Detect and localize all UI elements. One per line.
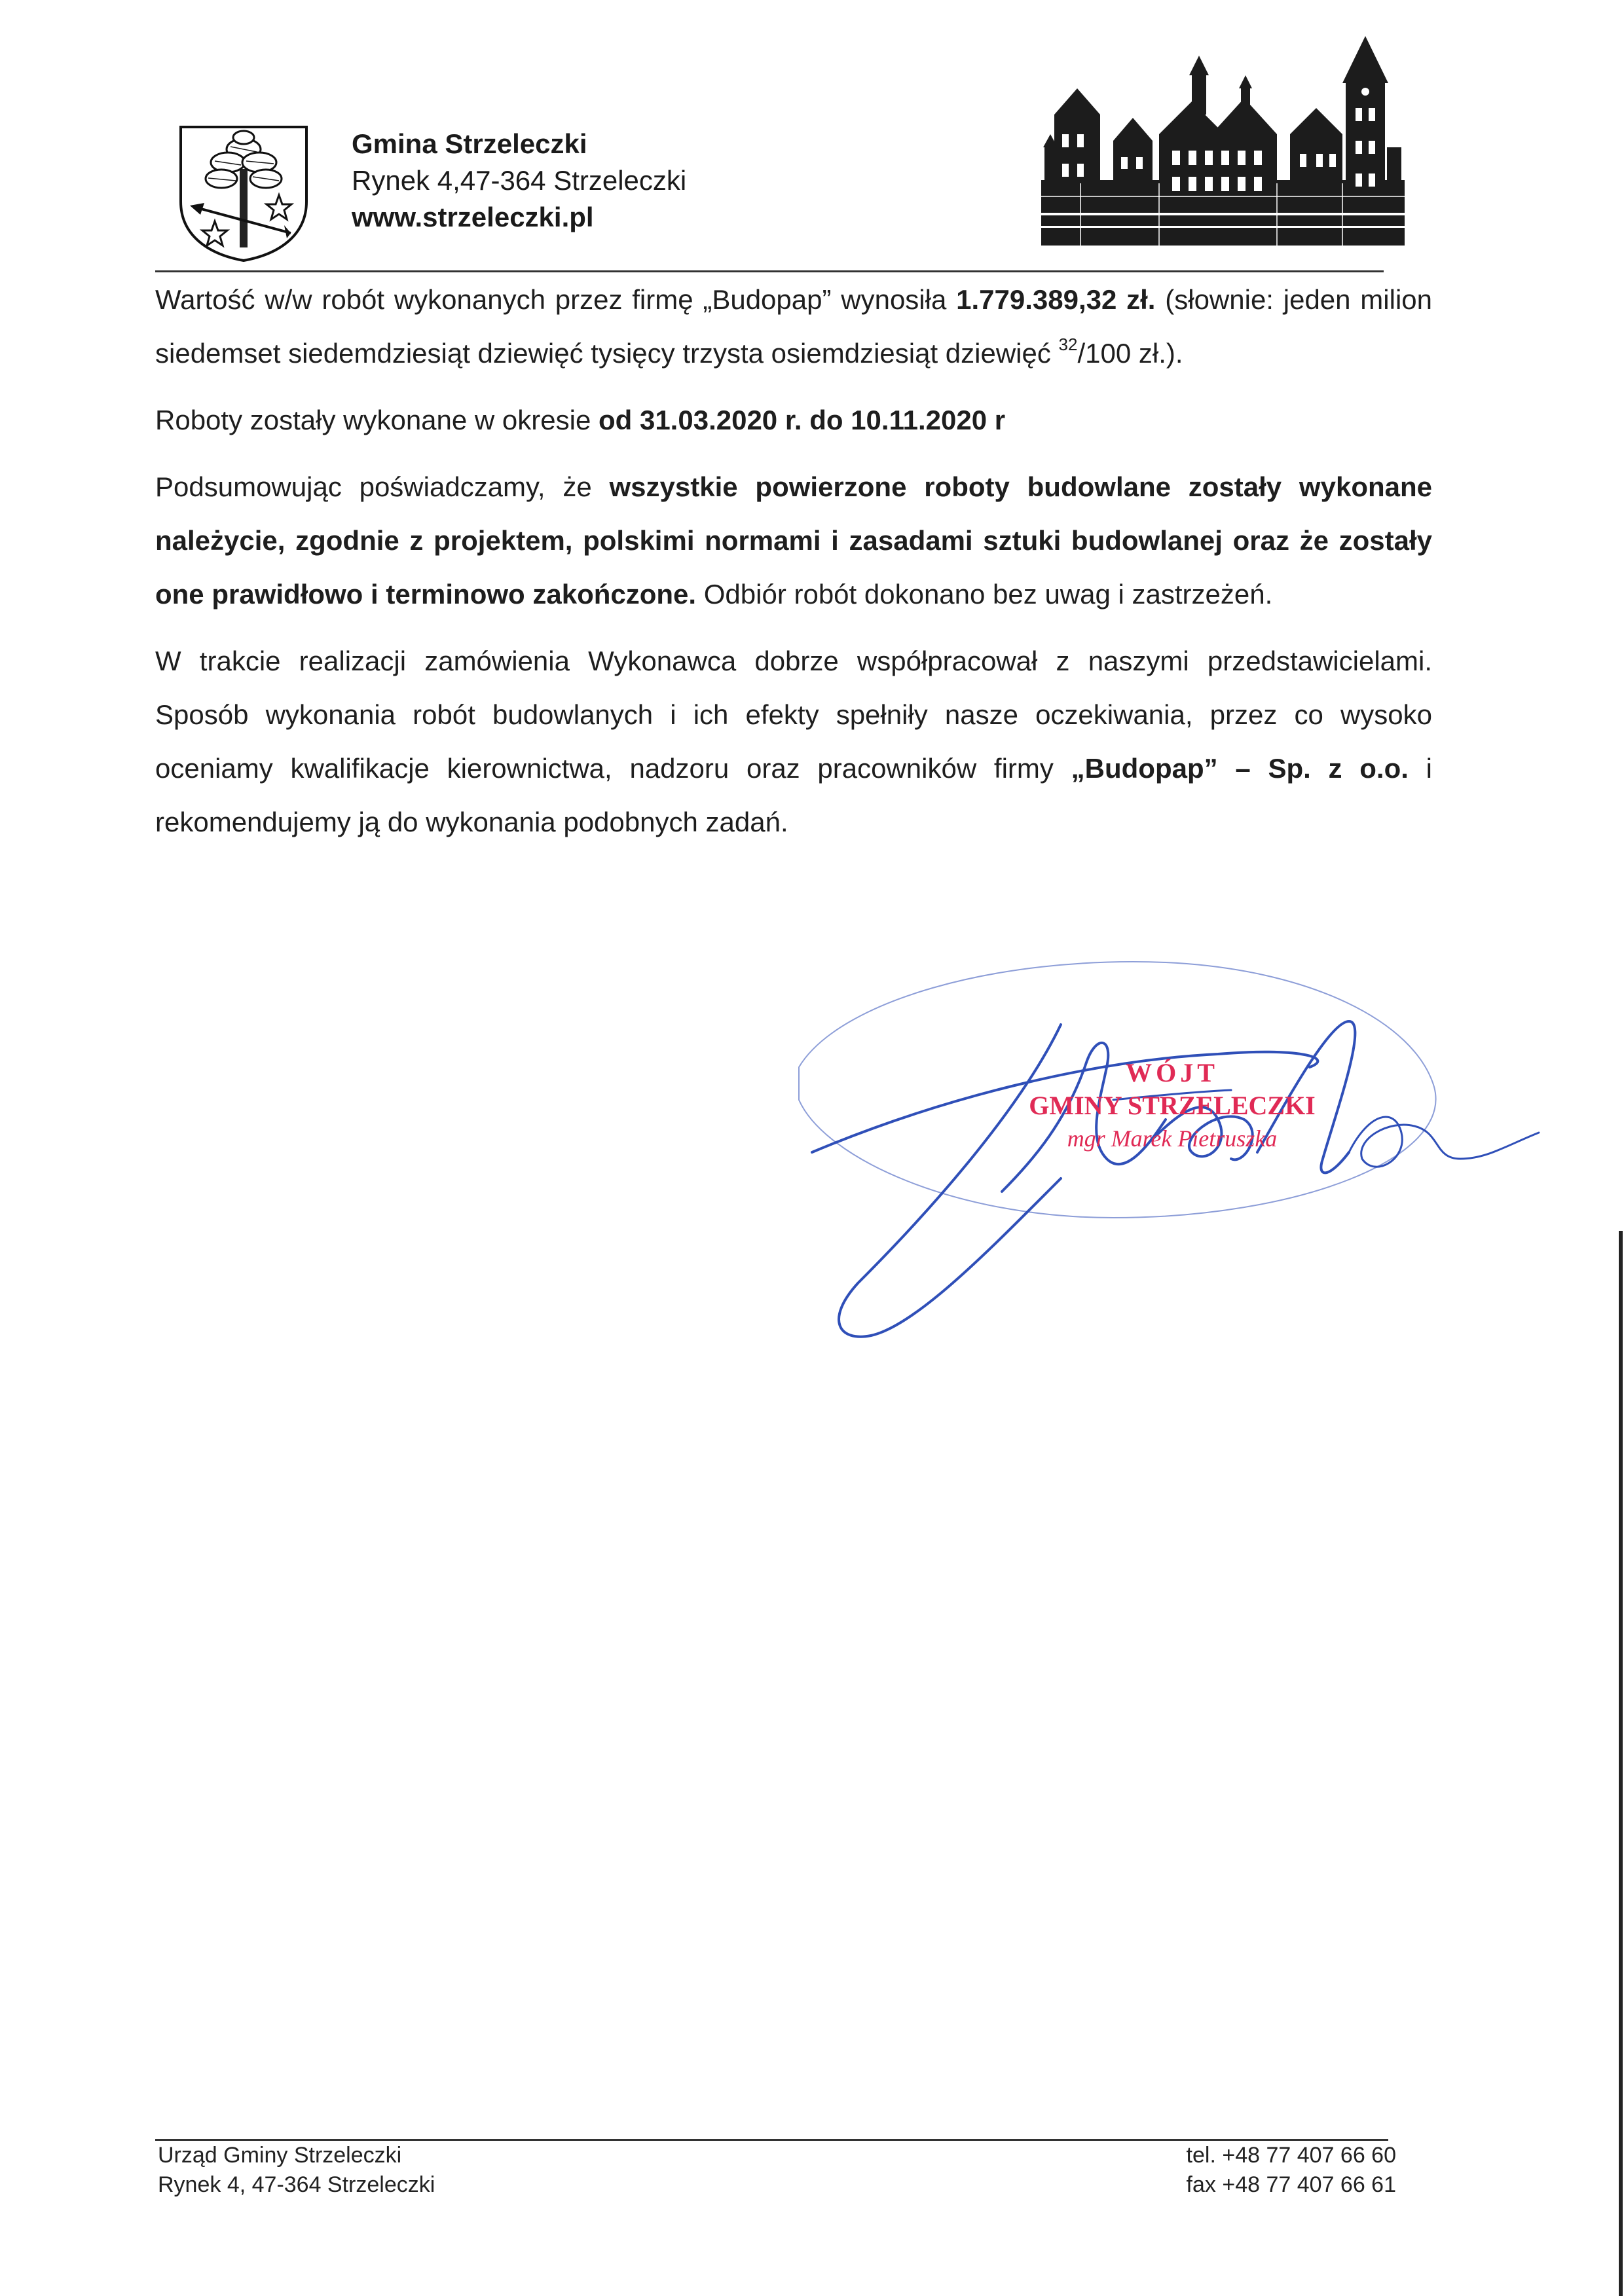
p1-text-c: (słownie: jeden milion siedemset siedemdziesiąt dziewięć tysięcy trzysta osiemdziesiąt dziewięć [155, 284, 1432, 369]
paragraph-summary [155, 460, 1432, 621]
official-stamp [969, 1057, 1375, 1154]
paragraph-value [155, 273, 1432, 380]
footer-office: Urząd Gminy Strzeleczki [158, 2143, 402, 2168]
coat-of-arms-icon [175, 123, 312, 263]
p3-bold: wszystkie powierzone roboty budowlane zostały wykonane należycie, zgodnie z projektem, polskimi normami i zasadami sztuki budowlanej oraz że zostały one prawidłowo i terminowo zakończone. [155, 471, 1433, 610]
scan-edge-mark [1619, 1231, 1623, 2296]
footer-contact [1113, 2141, 1396, 2200]
p3-text-c: Odbiór robót dokonano bez uwag i zastrzeżeń. [696, 579, 1273, 610]
p1-superscript: 32 [1058, 335, 1078, 354]
footer-street: Rynek 4, 47-364 Strzeleczki [158, 2172, 435, 2197]
castle-illustration [1041, 36, 1405, 246]
p4-text-a: W trakcie realizacji zamówienia Wykonawca dobrze współpracował z naszymi przedstawicielami. Sposób wykonania robót budowlanych i ich efekty spełniły nasze oczekiwania, przez co wysoko oceniamy kwalifikacje kierownictwa, nadzoru oraz pracowników firmy [155, 646, 1432, 784]
paragraph-dates [155, 393, 1432, 447]
p1-text-a: Wartość w/w robót wykonanych przez firmę „Budopap” wynosiła [155, 284, 957, 315]
footer-address [158, 2141, 435, 2200]
stamp-name: mgr Marek Pietruszka [1067, 1125, 1278, 1152]
p2-text-a: Roboty zostały wykonane w okresie [155, 405, 599, 435]
stamp-office: GMINY STRZELECZKI [1029, 1091, 1316, 1120]
footer-tel: tel. +48 77 407 66 60 [1186, 2143, 1396, 2168]
p1-text-d: /100 zł.). [1077, 338, 1183, 369]
letter-body [155, 265, 1432, 849]
header-address-block [352, 126, 686, 236]
paragraph-recommendation [155, 634, 1432, 849]
p2-dates: od 31.03.2020 r. do 10.11.2020 r [598, 405, 1006, 435]
org-website: www.strzeleczki.pl [352, 202, 594, 232]
p1-amount: 1.779.389,32 zł. [956, 284, 1156, 315]
p3-text-a: Podsumowując poświadczamy, że [155, 471, 610, 502]
stamp-title: WÓJT [1126, 1058, 1219, 1087]
footer-fax: fax +48 77 407 66 61 [1186, 2172, 1396, 2197]
p4-text-c: i rekomendujemy ją do wykonania podobnych zadań. [155, 753, 1433, 837]
org-name: Gmina Strzeleczki [352, 128, 587, 159]
org-address: Rynek 4,47-364 Strzeleczki [352, 165, 687, 196]
p4-company: „Budopap” – Sp. z o.o. [1071, 753, 1409, 784]
